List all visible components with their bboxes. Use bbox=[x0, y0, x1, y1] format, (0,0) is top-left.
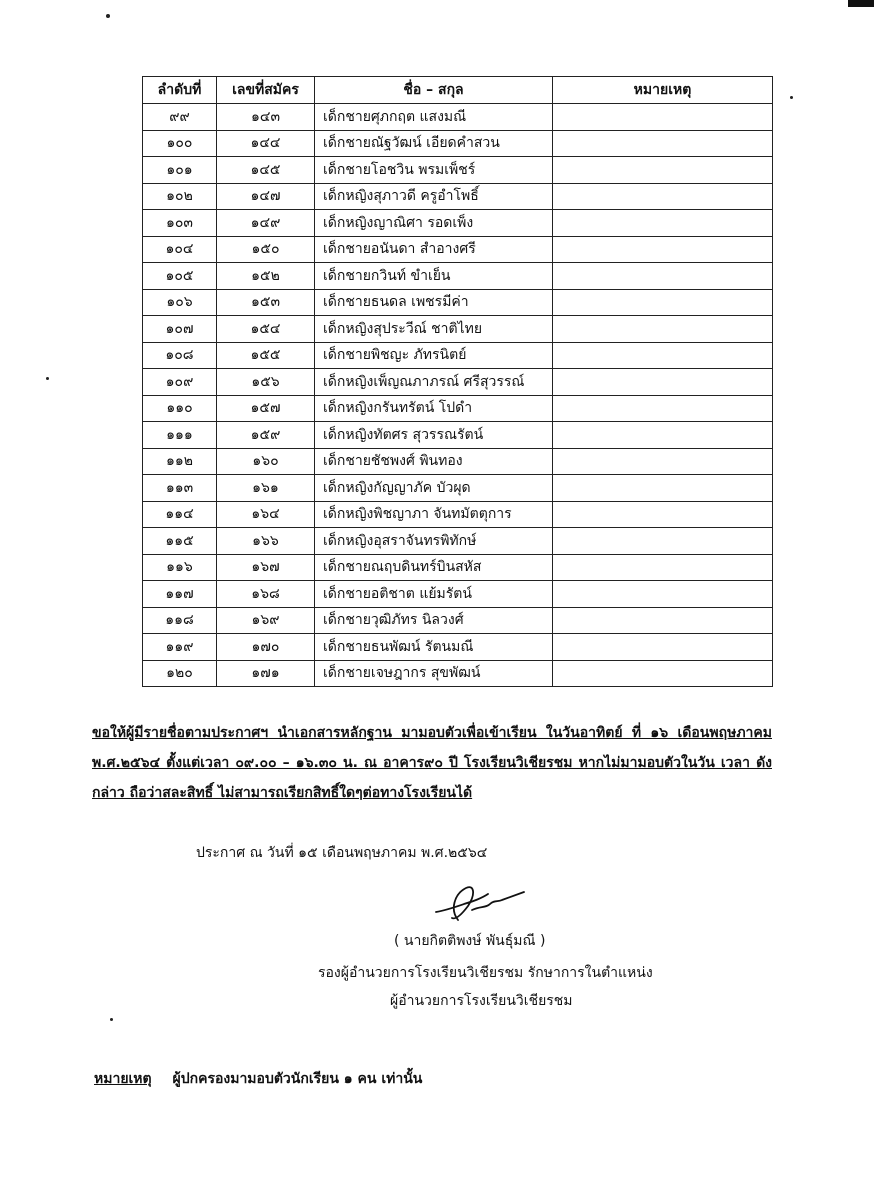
table-row bbox=[143, 475, 773, 502]
cell-note bbox=[553, 263, 773, 290]
cell-name: เด็กหญิงสุภาวดี ครูอำโพธิ์ bbox=[315, 183, 553, 210]
cell-note bbox=[553, 554, 773, 581]
cell-app-no: ๑๕๗ bbox=[217, 395, 315, 422]
cell-seq: ๑๐๙ bbox=[143, 369, 217, 396]
cell-app-no: ๑๔๙ bbox=[217, 210, 315, 237]
cell-name: เด็กชายวุฒิภัทร นิลวงศ์ bbox=[315, 607, 553, 634]
table-row bbox=[143, 263, 773, 290]
remark-label: หมายเหตุ bbox=[94, 1071, 152, 1087]
cell-seq: ๑๑๔ bbox=[143, 501, 217, 528]
cell-app-no: ๑๕๐ bbox=[217, 236, 315, 263]
cell-note bbox=[553, 528, 773, 555]
cell-note bbox=[553, 104, 773, 131]
table-row bbox=[143, 130, 773, 157]
cell-note bbox=[553, 660, 773, 687]
cell-seq: ๑๑๗ bbox=[143, 581, 217, 608]
cell-name: เด็กชายพิชญะ ภัทรนิตย์ bbox=[315, 342, 553, 369]
cell-name: เด็กชายณฤบดินทร์บินสหัส bbox=[315, 554, 553, 581]
cell-seq: ๑๐๖ bbox=[143, 289, 217, 316]
table-row bbox=[143, 369, 773, 396]
cell-app-no: ๑๖๗ bbox=[217, 554, 315, 581]
cell-seq: ๑๑๑ bbox=[143, 422, 217, 449]
student-roster-table bbox=[142, 76, 773, 687]
cell-seq: ๑๑๖ bbox=[143, 554, 217, 581]
cell-seq: ๑๑๕ bbox=[143, 528, 217, 555]
cell-name: เด็กหญิงพิชญาภา จันทมัตตุการ bbox=[315, 501, 553, 528]
header-app-no: เลขที่สมัคร bbox=[217, 77, 315, 104]
cell-seq: ๑๑๒ bbox=[143, 448, 217, 475]
scan-speck bbox=[110, 1018, 113, 1021]
cell-name: เด็กหญิงเพ็ญณภาภรณ์ ศรีสุวรรณ์ bbox=[315, 369, 553, 396]
cell-app-no: ๑๖๖ bbox=[217, 528, 315, 555]
cell-seq: ๑๐๘ bbox=[143, 342, 217, 369]
table-body bbox=[143, 104, 773, 687]
table-row bbox=[143, 342, 773, 369]
header-seq: ลำดับที่ bbox=[143, 77, 217, 104]
cell-name: เด็กชายธนพัฒน์ รัตนมณี bbox=[315, 634, 553, 661]
cell-app-no: ๑๖๑ bbox=[217, 475, 315, 502]
table-row bbox=[143, 554, 773, 581]
cell-note bbox=[553, 369, 773, 396]
cell-note bbox=[553, 395, 773, 422]
cell-name: เด็กชายอติชาต แย้มรัตน์ bbox=[315, 581, 553, 608]
cell-note bbox=[553, 448, 773, 475]
remark-text: ผู้ปกครองมามอบตัวนักเรียน ๑ คน เท่านั้น bbox=[172, 1071, 423, 1087]
cell-app-no: ๑๔๔ bbox=[217, 130, 315, 157]
scan-corner-mark bbox=[848, 0, 874, 7]
cell-note bbox=[553, 183, 773, 210]
cell-seq: ๑๐๑ bbox=[143, 157, 217, 184]
cell-seq: ๑๑๐ bbox=[143, 395, 217, 422]
cell-name: เด็กหญิงทัตศร สุวรรณรัตน์ bbox=[315, 422, 553, 449]
cell-app-no: ๑๖๙ bbox=[217, 607, 315, 634]
signer-title: รองผู้อำนวยการโรงเรียนวิเชียรชม รักษาการในตำแหน่ง bbox=[318, 965, 653, 981]
cell-note bbox=[553, 581, 773, 608]
cell-app-no: ๑๕๓ bbox=[217, 289, 315, 316]
cell-app-no: ๑๖๔ bbox=[217, 501, 315, 528]
cell-seq: ๑๑๙ bbox=[143, 634, 217, 661]
cell-app-no: ๑๔๓ bbox=[217, 104, 315, 131]
cell-note bbox=[553, 289, 773, 316]
cell-app-no: ๑๔๗ bbox=[217, 183, 315, 210]
table-row bbox=[143, 634, 773, 661]
scan-speck bbox=[106, 14, 110, 18]
cell-app-no: ๑๕๙ bbox=[217, 422, 315, 449]
table-row bbox=[143, 395, 773, 422]
table-row bbox=[143, 316, 773, 343]
table-row bbox=[143, 289, 773, 316]
cell-name: เด็กหญิงกรันทรัตน์ โปดำ bbox=[315, 395, 553, 422]
signer-title-2: ผู้อำนวยการโรงเรียนวิเชียรชม bbox=[390, 993, 573, 1009]
cell-seq: ๑๑๓ bbox=[143, 475, 217, 502]
announcement-date: ประกาศ ณ วันที่ ๑๕ เดือนพฤษภาคม พ.ศ.๒๕๖๔ bbox=[196, 845, 488, 861]
cell-app-no: ๑๕๔ bbox=[217, 316, 315, 343]
cell-name: เด็กหญิงกัญญาภัค บัวผุด bbox=[315, 475, 553, 502]
cell-seq: ๙๙ bbox=[143, 104, 217, 131]
cell-seq: ๑๐๒ bbox=[143, 183, 217, 210]
cell-app-no: ๑๖๘ bbox=[217, 581, 315, 608]
table-row bbox=[143, 581, 773, 608]
cell-note bbox=[553, 607, 773, 634]
table-row bbox=[143, 448, 773, 475]
header-note: หมายเหตุ bbox=[553, 77, 773, 104]
cell-note bbox=[553, 422, 773, 449]
cell-note bbox=[553, 475, 773, 502]
table-row bbox=[143, 528, 773, 555]
table-header-row bbox=[143, 77, 773, 104]
table-row bbox=[143, 157, 773, 184]
table-row bbox=[143, 660, 773, 687]
cell-seq: ๑๑๘ bbox=[143, 607, 217, 634]
cell-note bbox=[553, 210, 773, 237]
cell-seq: ๑๐๔ bbox=[143, 236, 217, 263]
signer-name: ( นายกิตติพงษ์ พันธุ์มณี ) bbox=[394, 933, 546, 949]
cell-name: เด็กชายชัชพงศ์ พินทอง bbox=[315, 448, 553, 475]
cell-app-no: ๑๕๖ bbox=[217, 369, 315, 396]
cell-name: เด็กชายกวินท์ ขำเย็น bbox=[315, 263, 553, 290]
scan-speck bbox=[790, 96, 793, 99]
cell-note bbox=[553, 634, 773, 661]
table-row bbox=[143, 183, 773, 210]
cell-app-no: ๑๖๐ bbox=[217, 448, 315, 475]
table-row bbox=[143, 104, 773, 131]
table-row bbox=[143, 501, 773, 528]
table-row bbox=[143, 210, 773, 237]
cell-name: เด็กชายณัฐวัฒน์ เอียดคำสวน bbox=[315, 130, 553, 157]
cell-name: เด็กหญิงญาณิศา รอดเพ็ง bbox=[315, 210, 553, 237]
cell-name: เด็กชายเจษฎากร สุขพัฒน์ bbox=[315, 660, 553, 687]
table-row bbox=[143, 422, 773, 449]
table-row bbox=[143, 607, 773, 634]
cell-note bbox=[553, 130, 773, 157]
cell-note bbox=[553, 342, 773, 369]
cell-note bbox=[553, 501, 773, 528]
header-name: ชื่อ – สกุล bbox=[315, 77, 553, 104]
table-row bbox=[143, 236, 773, 263]
scan-speck bbox=[46, 377, 49, 380]
cell-app-no: ๑๗๐ bbox=[217, 634, 315, 661]
cell-seq: ๑๒๐ bbox=[143, 660, 217, 687]
cell-app-no: ๑๕๕ bbox=[217, 342, 315, 369]
cell-name: เด็กชายโอชวิน พรมเพ็ชร์ bbox=[315, 157, 553, 184]
cell-app-no: ๑๔๕ bbox=[217, 157, 315, 184]
notice-paragraph: ขอให้ผู้มีรายชื่อตามประกาศฯ นำเอกสารหลักฐาน มามอบตัวเพื่อเข้าเรียน ในวันอาทิตย์ ที่ ๑๖ เดือนพฤษภาคม พ.ศ.๒๕๖๔ ตั้งแต่เวลา ๐๙.๐๐ – ๑๖.๓๐ น. ณ อาคาร๙๐ ปี โรงเรียนวิเชียรชม หากไม่มามอบตัวในวัน เวลา ดังกล่าว ถือว่าสละสิทธิ์ ไม่สามารถเรียกสิทธิ์ใดๆต่อทางโรงเรียนได้ bbox=[92, 725, 772, 801]
cell-name: เด็กชายศุภกฤต แสงมณี bbox=[315, 104, 553, 131]
cell-note bbox=[553, 236, 773, 263]
cell-note bbox=[553, 316, 773, 343]
cell-seq: ๑๐๐ bbox=[143, 130, 217, 157]
cell-seq: ๑๐๗ bbox=[143, 316, 217, 343]
cell-name: เด็กชายอนันดา สำอางศรี bbox=[315, 236, 553, 263]
cell-name: เด็กหญิงสุประวีณ์ ชาติไทย bbox=[315, 316, 553, 343]
cell-seq: ๑๐๕ bbox=[143, 263, 217, 290]
cell-app-no: ๑๕๒ bbox=[217, 263, 315, 290]
cell-app-no: ๑๗๑ bbox=[217, 660, 315, 687]
cell-name: เด็กหญิงอุสราจันทรพิทักษ์ bbox=[315, 528, 553, 555]
cell-note bbox=[553, 157, 773, 184]
handwritten-signature bbox=[428, 880, 528, 926]
cell-name: เด็กชายธนดล เพชรมีค่า bbox=[315, 289, 553, 316]
cell-seq: ๑๐๓ bbox=[143, 210, 217, 237]
remark bbox=[94, 1068, 422, 1090]
